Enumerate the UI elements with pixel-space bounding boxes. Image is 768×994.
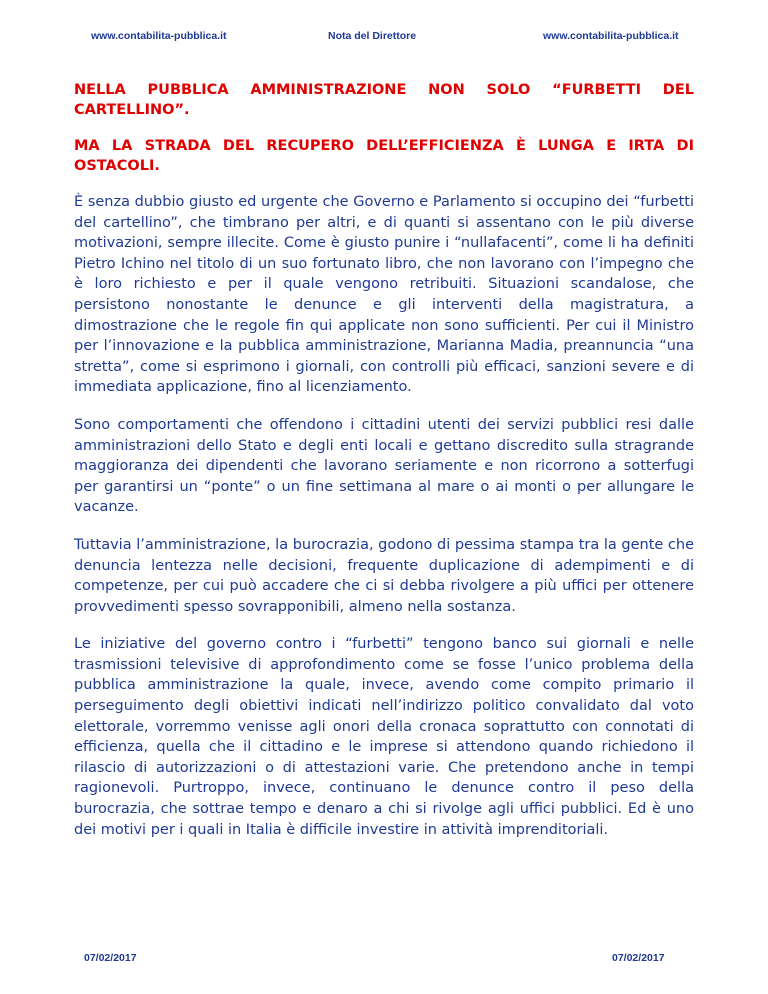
- paragraph: Le iniziative del governo contro i “furbetti” tengono banco sui giornali e nelle trasmissioni televisive di approfondimento come se fosse l’unico problema della pubblica amministrazione la quale, invece, avendo come compito primario il perseguimento degli obiettivi indicati nell’indirizzo politico convalidato dal voto elettorale, vorremmo venisse agli onori della cronaca soprattutto con connotati di efficienza, quella che il cittadino e le imprese si attendono quando richiedono il rilascio di autorizzazioni o di attestazioni varie. Che pretendono anche in tempi ragionevoli. Purtroppo, invece, continuano le denunce contro il peso della burocrazia, che sottrae tempo e denaro a chi si rivolge agli uffici pubblici. Ed è uno dei motivi per i quali in Italia è difficile investire in attività imprenditoriali.: [74, 636, 694, 838]
- document-body: [74, 80, 694, 857]
- paragraph: Tuttavia l’amministrazione, la burocrazia, godono di pessima stampa tra la gente che denuncia lentezza nelle decisioni, frequente duplicazione di adempimenti e di competenze, per cui può accadere che ci si debba rivolgere a più uffici per ottenere provvedimenti spesso sovrapponibili, almeno nella sostanza.: [74, 536, 694, 615]
- header-left-url: www.contabilita-pubblica.it: [91, 30, 227, 42]
- paragraph: Sono comportamenti che offendono i cittadini utenti dei servizi pubblici resi dalle amministrazioni dello Stato e degli enti locali e gettano discredito sulla stragrande maggioranza dei dipendenti che lavorano seriamente e non ricorrono a sotterfugi per garantirsi un “ponte” o un fine settimana al mare o ai monti o per allungare le vacanze.: [74, 416, 694, 516]
- header-right-url: www.contabilita-pubblica.it: [543, 30, 679, 42]
- footer-date-left: 07/02/2017: [84, 952, 137, 964]
- paragraph: È senza dubbio giusto ed urgente che Governo e Parlamento si occupino dei “furbetti del cartellino”, che timbrano per altri, e di quanti si assentano con le più diverse motivazioni, sempre illecite. Come è giusto punire i “nullafacenti”, come li ha definiti Pietro Ichino nel titolo di un suo fortunato libro, che non lavorano con l’impegno che è loro richiesto e per il quale vengono retribuiti. Situazioni scandalose, che persistono nonostante le denunce e gli interventi della magistratura, a dimostrazione che le regole fin qui applicate non sono sufficienti. Per cui il Ministro per l’innovazione e la pubblica amministrazione, Marianna Madia, preannuncia “una stretta”, come si esprimono i giornali, con controlli più efficaci, sanzioni severe e di immediata applicazione, fino al licenziamento.: [74, 194, 694, 396]
- footer-date-right: 07/02/2017: [612, 952, 665, 964]
- document-title: NELLA PUBBLICA AMMINISTRAZIONE NON SOLO “FURBETTI DEL CARTELLINO”.: [74, 82, 694, 118]
- header-center-title: Nota del Direttore: [328, 30, 417, 42]
- document-subtitle: MA LA STRADA DEL RECUPERO DELL’EFFICIENZA È LUNGA E IRTA DI OSTACOLI.: [74, 138, 694, 174]
